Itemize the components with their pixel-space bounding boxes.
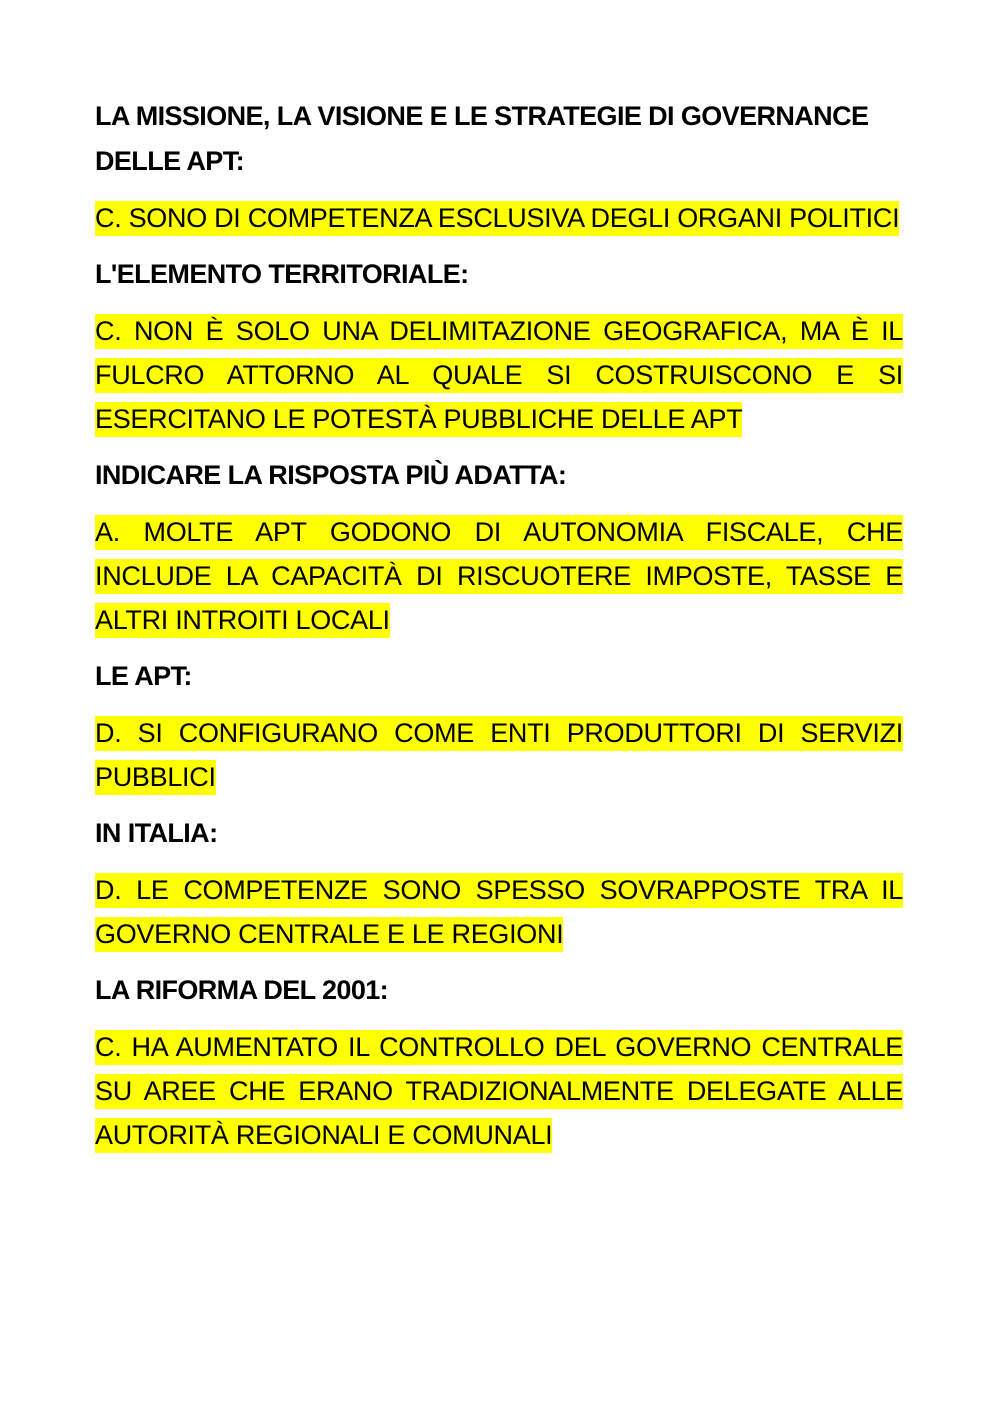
answer-5 bbox=[95, 868, 903, 956]
question-5: IN ITALIA: bbox=[95, 818, 218, 848]
answer-6-highlight: C. HA AUMENTATO IL CONTROLLO DEL GOVERNO CENTRALE SU AREE CHE ERANO TRADIZIONALMENTE DELEGATE ALLE AUTORITÀ REGIONALI E COMUNALI bbox=[95, 1030, 903, 1153]
question-4: LE APT: bbox=[95, 661, 192, 691]
answer-4-highlight: D. SI CONFIGURANO COME ENTI PRODUTTORI DI SERVIZI PUBBLICI bbox=[95, 716, 903, 795]
question-1: LA MISSIONE, LA VISIONE E LE STRATEGIE DI GOVERNANCE DELLE APT: bbox=[95, 101, 869, 176]
answer-1 bbox=[95, 196, 903, 240]
answer-2-highlight: C. NON È SOLO UNA DELIMITAZIONE GEOGRAFICA, MA È IL FULCRO ATTORNO AL QUALE SI COSTRUISCONO E SI ESERCITANO LE POTESTÀ PUBBLICHE DELLE APT bbox=[95, 314, 903, 437]
answer-6 bbox=[95, 1025, 903, 1157]
answer-5-highlight: D. LE COMPETENZE SONO SPESSO SOVRAPPOSTE TRA IL GOVERNO CENTRALE E LE REGIONI bbox=[95, 873, 903, 952]
answer-1-highlight: C. SONO DI COMPETENZA ESCLUSIVA DEGLI ORGANI POLITICI bbox=[95, 201, 899, 236]
quiz-answer-list bbox=[95, 94, 903, 1169]
answer-3 bbox=[95, 510, 903, 642]
answer-4 bbox=[95, 711, 903, 799]
answer-2 bbox=[95, 309, 903, 441]
question-6: LA RIFORMA DEL 2001: bbox=[95, 975, 389, 1005]
question-2: L'ELEMENTO TERRITORIALE: bbox=[95, 259, 469, 289]
question-3: INDICARE LA RISPOSTA PIÙ ADATTA: bbox=[95, 460, 567, 490]
answer-3-highlight: A. MOLTE APT GODONO DI AUTONOMIA FISCALE, CHE INCLUDE LA CAPACITÀ DI RISCUOTERE IMPOSTE, TASSE E ALTRI INTROITI LOCALI bbox=[95, 515, 903, 638]
